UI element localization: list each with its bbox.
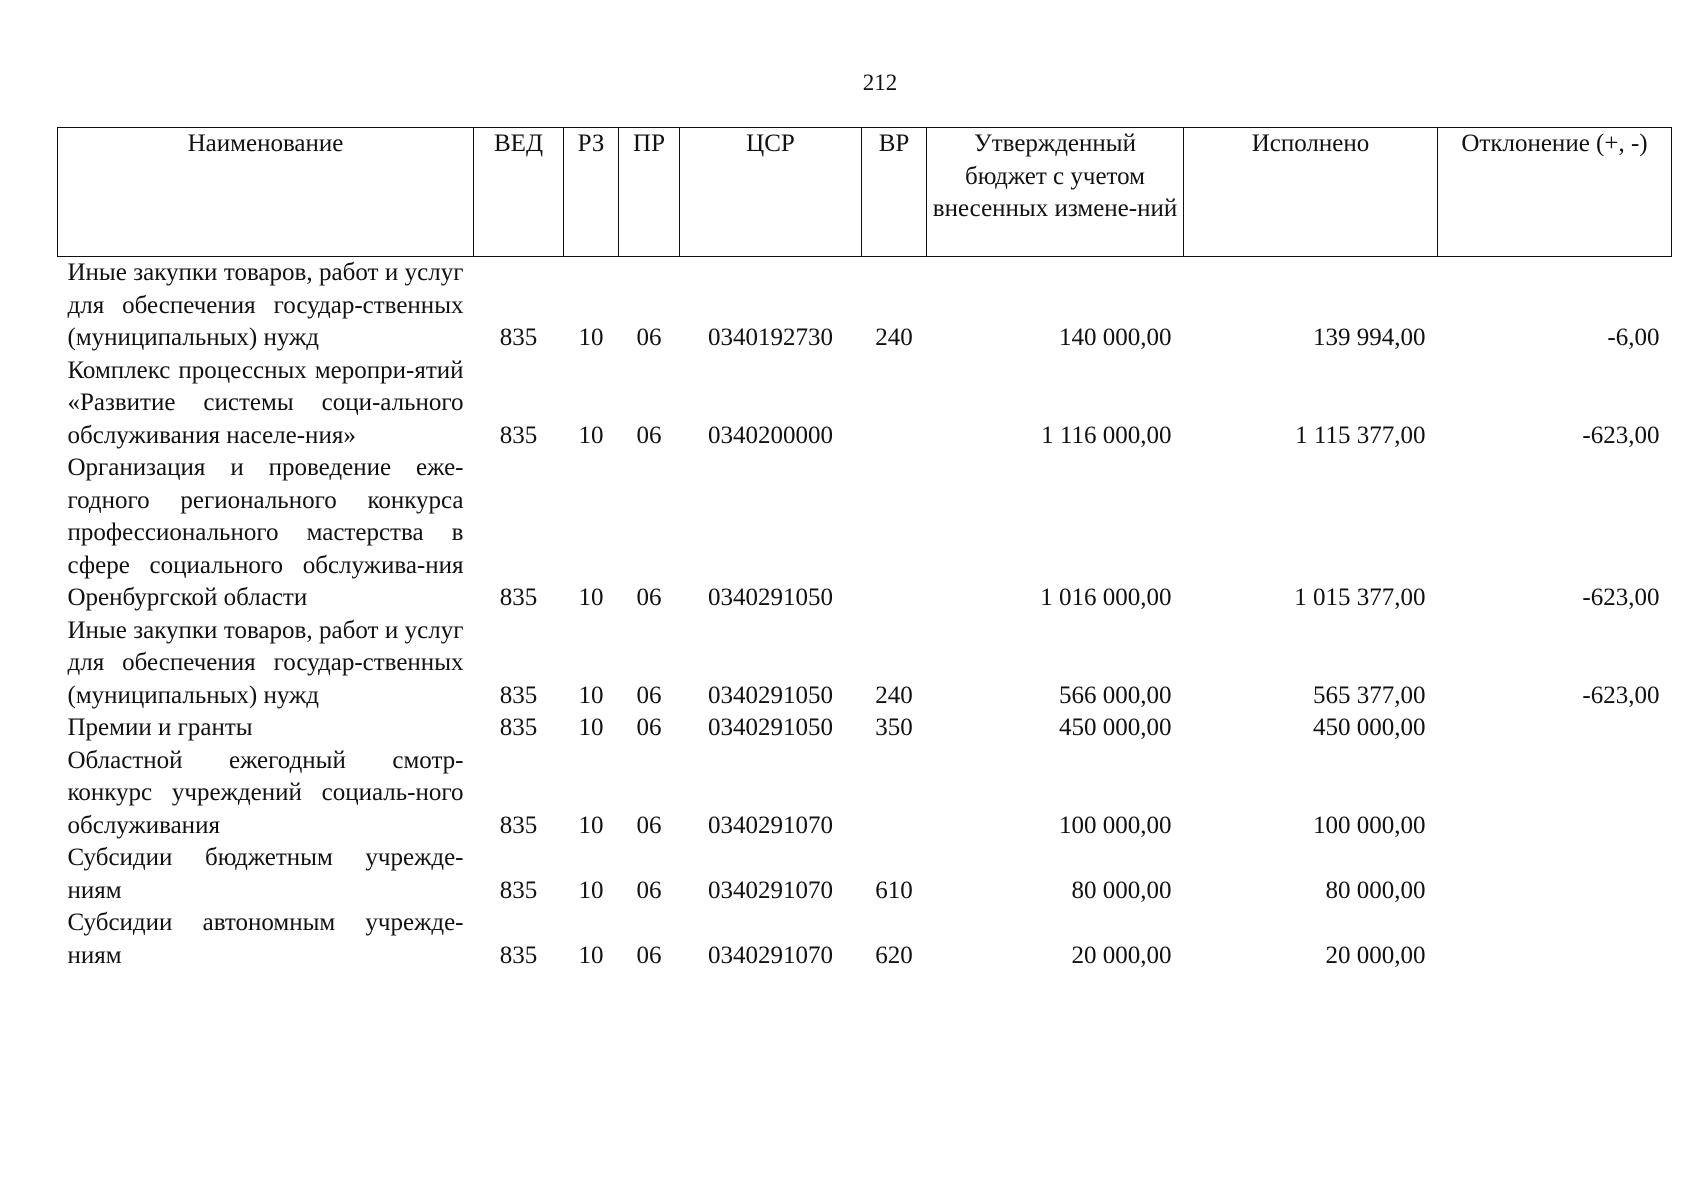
- cell-name: Субсидии автономным учрежде-ниям: [67, 909, 464, 969]
- cell-pr: 06: [636, 584, 662, 611]
- cell-pr: 06: [636, 681, 662, 709]
- cell-pr: 06: [636, 876, 662, 904]
- header-vr: ВР: [862, 128, 927, 257]
- header-name: Наименование: [58, 128, 474, 257]
- cell-executed: 100 000,00: [1313, 811, 1426, 839]
- cell-csr: 0340192730: [708, 324, 833, 351]
- cell-rz: 10: [578, 681, 604, 709]
- table-header: [58, 128, 1672, 257]
- header-approved: Утвержденный бюджет с учетом внесенных измене-ний: [927, 128, 1184, 257]
- cell-executed: 139 994,00: [1313, 324, 1426, 351]
- cell-ved: 835: [499, 324, 538, 351]
- cell-approved: 1 116 000,00: [1041, 421, 1172, 449]
- cell-pr: 06: [636, 811, 662, 839]
- cell-deviation: [1438, 745, 1672, 843]
- cell-vr: [862, 452, 927, 615]
- cell-ved: 835: [499, 681, 538, 709]
- cell-ved: 835: [499, 714, 538, 741]
- table-body: [58, 257, 1672, 973]
- cell-ved: 835: [499, 421, 538, 449]
- cell-csr: 0340291050: [708, 714, 833, 741]
- cell-pr: 06: [636, 324, 662, 351]
- table-row: [58, 355, 1672, 453]
- header-rz: РЗ: [564, 128, 619, 257]
- cell-rz: 10: [578, 876, 604, 904]
- table-row: [58, 615, 1672, 713]
- table-row: [58, 452, 1672, 615]
- cell-approved: 140 000,00: [1059, 324, 1172, 351]
- page-number: 212: [862, 70, 898, 95]
- cell-approved: 80 000,00: [1071, 876, 1172, 904]
- cell-name: Иные закупки товаров, работ и услуг для обеспечения государ-ственных (муниципальных) нужд: [67, 616, 464, 709]
- cell-csr: 0340291070: [708, 876, 833, 904]
- cell-rz: 10: [578, 421, 604, 449]
- table-row: [58, 842, 1672, 907]
- cell-vr: 350: [875, 714, 913, 741]
- cell-vr: [862, 355, 927, 453]
- cell-deviation: -623,00: [1582, 421, 1660, 449]
- cell-executed: 450 000,00: [1313, 714, 1426, 741]
- header-executed: Исполнено: [1184, 128, 1438, 257]
- cell-rz: 10: [578, 584, 604, 611]
- cell-ved: 835: [499, 941, 538, 969]
- cell-csr: 0340200000: [708, 421, 833, 449]
- cell-executed: 80 000,00: [1325, 876, 1426, 904]
- cell-vr: 240: [875, 324, 913, 351]
- cell-deviation: -623,00: [1582, 584, 1660, 611]
- table-row: [58, 712, 1672, 745]
- cell-vr: 610: [875, 876, 913, 904]
- cell-deviation: -623,00: [1582, 681, 1660, 709]
- cell-ved: 835: [499, 584, 538, 611]
- cell-deviation: [1438, 907, 1672, 972]
- cell-name: Премии и гранты: [67, 714, 253, 741]
- cell-name: Комплекс процессных меропри-ятий «Развитие системы соци-ального обслуживания населе-ния»: [67, 356, 464, 449]
- cell-vr: 240: [875, 681, 913, 709]
- cell-vr: 620: [875, 941, 913, 969]
- cell-deviation: -6,00: [1607, 324, 1660, 351]
- cell-name: Организация и проведение еже-годного регионального конкурса профессионального мастерства в сфере социального обслужива-ния Оренбургской области: [67, 454, 464, 611]
- budget-table: [57, 127, 1672, 972]
- header-csr: ЦСР: [680, 128, 862, 257]
- cell-name: Иные закупки товаров, работ и услуг для обеспечения государ-ственных (муниципальных) нужд: [67, 259, 464, 351]
- table-row: [58, 907, 1672, 972]
- cell-name: Областной ежегодный смотр-конкурс учреждений социаль-ного обслуживания: [67, 746, 464, 839]
- cell-pr: 06: [636, 714, 662, 741]
- header-ved: ВЕД: [474, 128, 564, 257]
- cell-approved: 566 000,00: [1059, 681, 1172, 709]
- cell-executed: 1 015 377,00: [1294, 584, 1426, 611]
- cell-csr: 0340291070: [708, 811, 833, 839]
- cell-rz: 10: [578, 811, 604, 839]
- cell-approved: 1 016 000,00: [1040, 584, 1172, 611]
- cell-approved: 450 000,00: [1059, 714, 1172, 741]
- cell-pr: 06: [636, 941, 662, 969]
- cell-executed: 20 000,00: [1325, 941, 1426, 969]
- cell-csr: 0340291050: [708, 681, 833, 709]
- cell-pr: 06: [636, 421, 662, 449]
- cell-approved: 20 000,00: [1071, 941, 1172, 969]
- table-row: [58, 745, 1672, 843]
- cell-vr: [862, 745, 927, 843]
- cell-ved: 835: [499, 811, 538, 839]
- cell-deviation: [1438, 712, 1672, 745]
- cell-executed: 565 377,00: [1313, 681, 1426, 709]
- cell-approved: 100 000,00: [1059, 811, 1172, 839]
- cell-csr: 0340291070: [708, 941, 833, 969]
- table-row: [58, 257, 1672, 355]
- cell-name: Субсидии бюджетным учрежде-ниям: [67, 844, 464, 904]
- cell-csr: 0340291050: [708, 584, 833, 611]
- cell-rz: 10: [578, 714, 604, 741]
- cell-ved: 835: [499, 876, 538, 904]
- cell-rz: 10: [578, 941, 604, 969]
- cell-rz: 10: [578, 324, 604, 351]
- header-deviation: Отклонение (+, -): [1438, 128, 1672, 257]
- header-pr: ПР: [619, 128, 680, 257]
- cell-deviation: [1438, 842, 1672, 907]
- cell-executed: 1 115 377,00: [1295, 421, 1426, 449]
